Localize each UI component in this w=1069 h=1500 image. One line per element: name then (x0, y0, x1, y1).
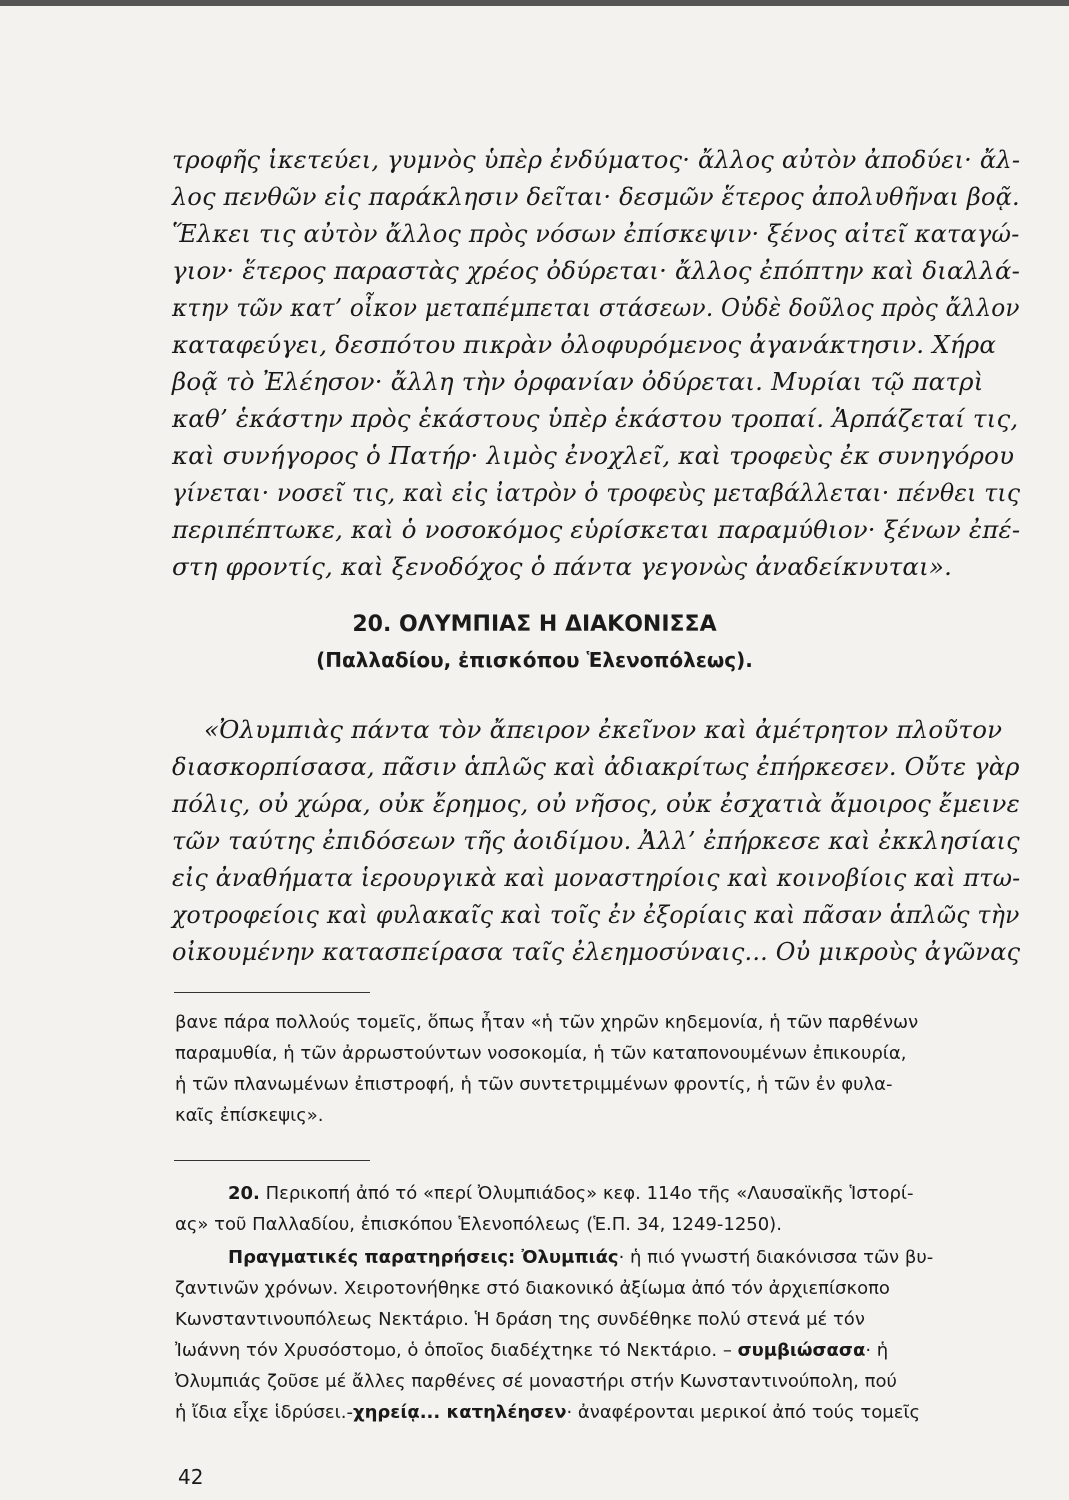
text-line: τροφῆς ἱκετεύει, γυμνὸς ὑπὲρ ἐνδύματος· ἄλλος αὐτὸν ἀποδύει· ἄλ- (172, 145, 1021, 174)
text-line: πόλις, οὐ χώρα, οὐκ ἔρημος, οὐ νῆσος, οὐκ ἐσχατιὰ ἄμοιρος ἔμεινε (172, 789, 1020, 818)
note-text: · ἀναφέρονται μερικοί ἀπό τούς τομεῖς (566, 1402, 921, 1423)
text-line: καταφεύγει, δεσπότου πικρὰν ὀλοφυρόμενος ἀγανάκτησιν. Χήρα (172, 330, 997, 359)
section-heading: 20. ΟΛΥΜΠΙΑΣ Η ΔΙΑΚΟΝΙΣΣΑ (352, 612, 717, 637)
text-line: γίνεται· νοσεῖ τις, καὶ εἰς ἰατρὸν ὁ τροφεὺς μεταβάλλεται· πένθει τις (172, 478, 1021, 507)
text-line: οἰκουμένην κατασπείρασα ταῖς ἐλεημοσύναις... Οὐ μικροὺς ἀγῶνας (172, 937, 1021, 966)
note-number: 20. (228, 1183, 260, 1204)
note-label: Πραγματικές παρατηρήσεις: Ὀλυμπιάς (228, 1247, 619, 1268)
note-text: Περικοπή ἀπό τό «περί Ὀλυμπιάδος» κεφ. 114ο τῆς «Λαυσαϊκῆς Ἱστορί- (259, 1183, 914, 1204)
text-line: στη φροντίς, καὶ ξενοδόχος ὁ πάντα γεγονὼς ἀναδείκνυται». (172, 552, 953, 581)
footnote-line: ἡ τῶν πλανωμένων ἐπιστροφή, ἡ τῶν συντετριμμένων φροντίς, ἡ τῶν ἐν φυλα- (175, 1074, 893, 1095)
section-subheading: (Παλλαδίου, ἐπισκόπου Ἑλενοπόλεως). (316, 648, 753, 672)
note-line (175, 1402, 920, 1423)
note-line: Κωνσταντινουπόλεως Νεκτάριο. Ἡ δράση της συνδέθηκε πολύ στενά μέ τόν (175, 1309, 865, 1330)
note-line: Ὀλυμπιάς ζοῦσε μέ ἄλλες παρθένες σέ μοναστήρι στήν Κωνσταντινούπολη, πού (175, 1371, 897, 1392)
text-line: περιπέπτωκε, καὶ ὁ νοσοκόμος εὑρίσκεται παραμύθιον· ξένων ἐπέ- (172, 515, 1021, 544)
page-number: 42 (178, 1465, 204, 1489)
text-line: εἰς ἀναθήματα ἱερουργικὰ καὶ μοναστηρίοις καὶ κοινοβίοις καὶ πτω- (172, 863, 1021, 892)
note-text: ἡ ἴδια εἶχε ἱδρύσει.- (175, 1402, 353, 1423)
note-term: χηρείᾳ... κατηλέησεν (352, 1402, 567, 1423)
notes-divider (174, 1160, 370, 1161)
note-text: · ἡ πιό γνωστή διακόνισσα τῶν βυ- (618, 1247, 934, 1268)
note-line (228, 1247, 933, 1268)
note-text: · ἡ (865, 1340, 889, 1361)
text-line: βοᾷ τὸ Ἐλέησον· ἄλλη τὴν ὀρφανίαν ὀδύρεται. Μυρίαι τῷ πατρὶ (172, 367, 984, 396)
footnote-line: βανε πάρα πολλούς τομεῖς, ὅπως ἦταν «ἡ τῶν χηρῶν κηδεμονία, ἡ τῶν παρθένων (175, 1012, 919, 1033)
text-line: χοτροφείοις καὶ φυλακαῖς καὶ τοῖς ἐν ἐξορίαις καὶ πᾶσαν ἁπλῶς τὴν (172, 900, 1020, 929)
text-line: γιον· ἕτερος παραστὰς χρέος ὀδύρεται· ἄλλος ἐπόπτην καὶ διαλλά- (172, 256, 1021, 285)
note-line: ζαντινῶν χρόνων. Χειροτονήθηκε στό διακονικό ἀξίωμα ἀπό τόν ἀρχιεπίσκοπο (175, 1278, 890, 1299)
footnote-divider (174, 992, 370, 993)
text-line: κτην τῶν κατ’ οἶκον μεταπέμπεται στάσεων. Οὐδὲ δοῦλος πρὸς ἄλλον (172, 293, 1020, 322)
note-line (228, 1183, 913, 1204)
note-term: συμβιώσασα (737, 1340, 866, 1361)
text-line: τῶν ταύτης ἐπιδόσεων τῆς ἀοιδίμου. Ἀλλ’ ἐπήρκεσε καὶ ἐκκλησίαις (172, 826, 1020, 855)
text-line: «Ὀλυμπιὰς πάντα τὸν ἄπειρον ἐκεῖνον καὶ ἀμέτρητον πλοῦτον (204, 715, 1003, 744)
note-line (175, 1340, 888, 1361)
note-text: Ἰωάννη τόν Χρυσόστομο, ὁ ὁποῖος διαδέχτηκε τό Νεκτάριο. – (175, 1340, 738, 1361)
text-line: λος πενθῶν εἰς παράκλησιν δεῖται· δεσμῶν ἕτερος ἀπολυθῆναι βοᾷ. (172, 182, 1020, 211)
footnote-line: καῖς ἐπίσκεψις». (175, 1105, 324, 1126)
text-line: Ἕλκει τις αὐτὸν ἄλλος πρὸς νόσων ἐπίσκεψιν· ξένος αἰτεῖ καταγώ- (172, 219, 1020, 248)
text-line: καὶ συνήγορος ὁ Πατήρ· λιμὸς ἐνοχλεῖ, καὶ τροφεὺς ἐκ συνηγόρου (172, 441, 1015, 470)
footnote-line: παραμυθία, ἡ τῶν ἀρρωστούντων νοσοκομία, ἡ τῶν καταπονουμένων ἐπικουρία, (175, 1043, 907, 1064)
text-line: διασκορπίσασα, πᾶσιν ἁπλῶς καὶ ἀδιακρίτως ἐπήρκεσεν. Οὔτε γὰρ (172, 752, 1020, 781)
note-line: ας» τοῦ Παλλαδίου, ἐπισκόπου Ἑλενοπόλεως (Ἑ.Π. 34, 1249-1250). (175, 1214, 782, 1235)
text-line: καθ’ ἑκάστην πρὸς ἑκάστους ὑπὲρ ἑκάστου τροπαί. Ἁρπάζεταί τις, (172, 404, 1019, 433)
